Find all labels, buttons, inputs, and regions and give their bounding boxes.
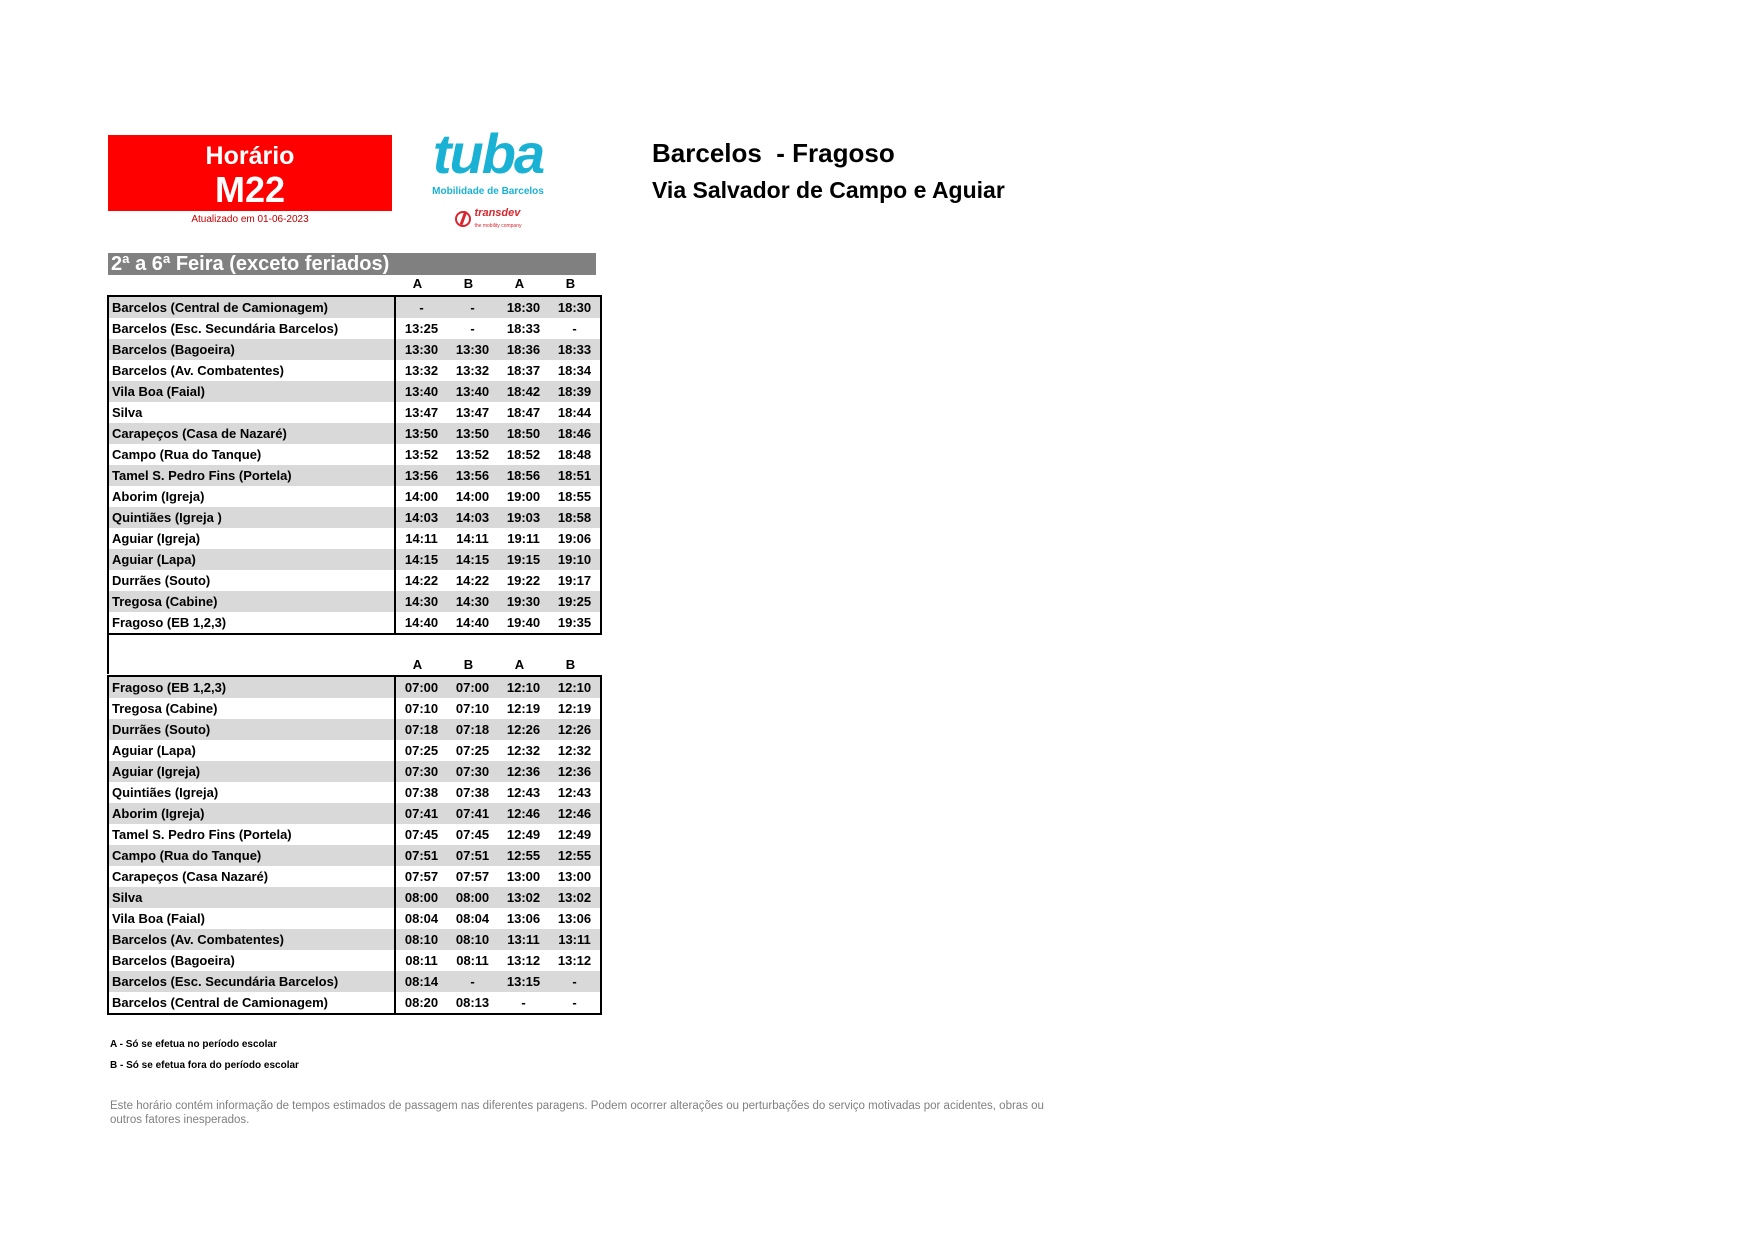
time-cell: 08:00: [395, 887, 447, 908]
table-row: [108, 528, 601, 549]
column-header: A: [514, 276, 525, 291]
time-cell: 07:45: [404, 827, 439, 842]
time-cell: 19:11: [507, 531, 540, 546]
stop-name: Campo (Rua do Tanque): [108, 444, 395, 465]
stop-name: Tregosa (Cabine): [108, 698, 395, 719]
time-cell: 12:26: [498, 719, 549, 740]
time-cell: 12:10: [498, 676, 549, 698]
time-cell: 18:33: [549, 339, 601, 360]
time-cell: 18:42: [498, 381, 549, 402]
stop-name: Barcelos (Esc. Secundária Barcelos): [108, 971, 395, 992]
time-cell: 08:04: [404, 911, 439, 926]
tuba-subtitle: Mobilidade de Barcelos: [432, 186, 544, 197]
stop-name: Barcelos (Av. Combatentes): [108, 929, 395, 950]
table-row: [108, 296, 601, 318]
time-cell: 12:49: [506, 827, 541, 842]
time-cell: 07:57: [455, 869, 490, 884]
time-cell: 13:32: [455, 363, 490, 378]
time-cell: 07:10: [404, 701, 439, 716]
stop-name: Carapeços (Casa de Nazaré): [108, 423, 395, 444]
time-cell: 13:30: [447, 339, 498, 360]
time-cell: 12:19: [506, 701, 541, 716]
time-cell: 12:36: [549, 761, 601, 782]
time-cell: 18:52: [506, 447, 541, 462]
time-cell: 13:56: [395, 465, 447, 486]
time-cell: 18:46: [549, 423, 601, 444]
time-cell: 14:00: [455, 489, 490, 504]
table-row: [108, 782, 601, 803]
table-row: [108, 339, 601, 360]
time-cell: 18:30: [549, 296, 601, 318]
time-cell: 14:11: [456, 531, 489, 546]
table-row: [108, 929, 601, 950]
time-cell: -: [549, 971, 601, 992]
stop-name: Tamel S. Pedro Fins (Portela): [108, 465, 395, 486]
time-cell: 19:06: [557, 531, 592, 546]
time-cell: -: [470, 321, 475, 336]
outbound-column-headers: [392, 276, 596, 291]
table-row: [108, 971, 601, 992]
time-cell: 12:49: [557, 827, 592, 842]
stop-name: Aguiar (Igreja): [108, 528, 395, 549]
time-cell: 07:18: [447, 719, 498, 740]
stop-name: Vila Boa (Faial): [108, 908, 395, 929]
time-cell: 08:10: [447, 929, 498, 950]
time-cell: 13:00: [557, 869, 592, 884]
time-cell: 07:51: [447, 845, 498, 866]
time-cell: 08:14: [395, 971, 447, 992]
table-row: [108, 824, 601, 845]
stop-name: Aguiar (Igreja): [108, 761, 395, 782]
time-cell: 12:55: [549, 845, 601, 866]
time-cell: 07:51: [395, 845, 447, 866]
table-row: [108, 761, 601, 782]
time-cell: 19:40: [506, 615, 541, 630]
stop-name: Aborim (Igreja): [108, 803, 395, 824]
time-cell: 19:25: [549, 591, 601, 612]
time-cell: 19:30: [498, 591, 549, 612]
route-header-box: [108, 135, 392, 211]
time-cell: 13:50: [395, 423, 447, 444]
stop-name: Aborim (Igreja): [108, 486, 395, 507]
stop-name: Barcelos (Esc. Secundária Barcelos): [108, 318, 395, 339]
stop-name: Quintiães (Igreja ): [108, 507, 395, 528]
time-cell: 12:19: [557, 701, 592, 716]
time-cell: 07:30: [447, 761, 498, 782]
time-cell: 19:03: [498, 507, 549, 528]
time-cell: 07:00: [395, 676, 447, 698]
column-header: A: [514, 657, 525, 672]
stop-name: Fragoso (EB 1,2,3): [108, 612, 395, 634]
time-cell: 07:41: [395, 803, 447, 824]
time-cell: 07:00: [447, 676, 498, 698]
time-cell: 18:39: [549, 381, 601, 402]
time-cell: 08:04: [455, 911, 490, 926]
time-cell: 13:11: [498, 929, 549, 950]
time-cell: 18:34: [557, 363, 592, 378]
stop-name: Aguiar (Lapa): [108, 740, 395, 761]
stop-name: Barcelos (Central de Camionagem): [108, 296, 395, 318]
time-cell: 18:56: [498, 465, 549, 486]
note-a: A - Só se efetua no período escolar: [110, 1039, 277, 1050]
time-cell: 18:37: [506, 363, 541, 378]
time-cell: 19:22: [506, 573, 541, 588]
time-cell: 19:17: [557, 573, 592, 588]
stop-name: Aguiar (Lapa): [108, 549, 395, 570]
disclaimer: Este horário contém informação de tempos estimados de passagem nas diferentes paragens. Podem ocorrer alterações ou perturbações do serviço motivadas por acidentes, obras ou outros fatores inesperados.: [110, 1100, 1044, 1126]
table-row: [108, 992, 601, 1014]
time-cell: 12:55: [498, 845, 549, 866]
time-cell: 07:10: [455, 701, 490, 716]
table-row: [108, 381, 601, 402]
time-cell: 07:25: [404, 743, 439, 758]
time-cell: 08:10: [395, 929, 447, 950]
time-cell: 18:51: [549, 465, 601, 486]
time-cell: -: [572, 995, 577, 1010]
table-row: [108, 402, 601, 423]
time-cell: 07:38: [404, 785, 439, 800]
stop-name: Quintiães (Igreja): [108, 782, 395, 803]
time-cell: 07:57: [404, 869, 439, 884]
route-title: Barcelos - Fragoso: [652, 138, 895, 168]
time-cell: -: [521, 995, 526, 1010]
time-cell: 18:44: [557, 405, 592, 420]
time-cell: 12:36: [498, 761, 549, 782]
updated-date: Atualizado em 01-06-2023: [191, 214, 309, 225]
table-row: [108, 845, 601, 866]
days-label: 2ª a 6ª Feira (exceto feriados): [108, 253, 596, 275]
time-cell: 12:43: [506, 785, 541, 800]
route-via: Via Salvador de Campo e Aguiar: [652, 177, 1005, 203]
time-cell: 13:06: [506, 911, 541, 926]
time-cell: 19:10: [549, 549, 601, 570]
time-cell: 07:30: [395, 761, 447, 782]
time-cell: 13:32: [404, 363, 439, 378]
time-cell: 14:30: [395, 591, 447, 612]
time-cell: 13:47: [455, 405, 490, 420]
return-timetable: [107, 675, 602, 1015]
time-cell: 12:32: [506, 743, 541, 758]
time-cell: 13:52: [404, 447, 439, 462]
time-cell: 14:00: [404, 489, 439, 504]
table-row: [108, 887, 601, 908]
time-cell: 14:15: [395, 549, 447, 570]
time-cell: 14:22: [404, 573, 439, 588]
time-cell: 13:52: [455, 447, 490, 462]
table-row: [108, 676, 601, 698]
return-column-headers: [392, 657, 596, 672]
time-cell: 07:41: [447, 803, 498, 824]
table-row: [108, 570, 601, 591]
time-cell: 14:11: [405, 531, 438, 546]
time-cell: 08:00: [447, 887, 498, 908]
table-row: [108, 908, 601, 929]
time-cell: 13:02: [549, 887, 601, 908]
time-cell: 13:30: [395, 339, 447, 360]
time-cell: 07:25: [455, 743, 490, 758]
time-cell: 18:30: [498, 296, 549, 318]
transdev-name: transdev: [474, 207, 521, 219]
time-cell: 12:26: [549, 719, 601, 740]
stop-name: Barcelos (Bagoeira): [108, 950, 395, 971]
route-code: M22: [214, 169, 286, 210]
time-cell: 13:00: [506, 869, 541, 884]
time-cell: 14:22: [455, 573, 490, 588]
column-header: A: [412, 276, 423, 291]
time-cell: 12:46: [549, 803, 601, 824]
stop-name: Carapeços (Casa Nazaré): [108, 866, 395, 887]
time-cell: -: [572, 321, 577, 336]
time-cell: 13:47: [404, 405, 439, 420]
time-cell: 19:00: [506, 489, 541, 504]
time-cell: 13:11: [549, 929, 601, 950]
time-cell: 13:15: [498, 971, 549, 992]
table-row: [108, 549, 601, 570]
time-cell: 13:12: [506, 953, 541, 968]
time-cell: 14:03: [447, 507, 498, 528]
table-row: [108, 507, 601, 528]
table-row: [108, 719, 601, 740]
time-cell: 18:33: [506, 321, 541, 336]
time-cell: 12:32: [557, 743, 592, 758]
stop-name: Tregosa (Cabine): [108, 591, 395, 612]
table-row: [108, 318, 601, 339]
stop-name: Durrães (Souto): [108, 570, 395, 591]
stop-name: Silva: [108, 887, 395, 908]
time-cell: 14:15: [447, 549, 498, 570]
table-row: [108, 612, 601, 634]
time-cell: 13:25: [404, 321, 439, 336]
table-row: [108, 803, 601, 824]
time-cell: 13:40: [447, 381, 498, 402]
table-row: [108, 465, 601, 486]
time-cell: -: [447, 296, 498, 318]
tuba-brand: tuba: [432, 122, 544, 185]
time-cell: 12:46: [498, 803, 549, 824]
time-cell: 13:02: [498, 887, 549, 908]
time-cell: 13:40: [395, 381, 447, 402]
time-cell: 18:36: [498, 339, 549, 360]
stop-name: Fragoso (EB 1,2,3): [108, 676, 395, 698]
tuba-logo: [402, 122, 574, 236]
column-header: B: [565, 276, 576, 291]
column-header: A: [412, 657, 423, 672]
stop-name: Tamel S. Pedro Fins (Portela): [108, 824, 395, 845]
time-cell: 08:13: [455, 995, 490, 1010]
time-cell: 18:50: [498, 423, 549, 444]
time-cell: 19:35: [557, 615, 592, 630]
stop-name: Barcelos (Av. Combatentes): [108, 360, 395, 381]
time-cell: 18:47: [506, 405, 541, 420]
time-cell: -: [395, 296, 447, 318]
transdev-logo: [455, 207, 522, 231]
time-cell: 14:40: [404, 615, 439, 630]
note-b: B - Só se efetua fora do período escolar: [110, 1060, 299, 1071]
time-cell: 07:38: [455, 785, 490, 800]
stop-name: Silva: [108, 402, 395, 423]
time-cell: 18:48: [557, 447, 592, 462]
outbound-timetable: [107, 295, 602, 635]
column-header: B: [565, 657, 576, 672]
stop-name: Campo (Rua do Tanque): [108, 845, 395, 866]
column-header: B: [463, 276, 474, 291]
table-row: [108, 740, 601, 761]
table-row: [108, 444, 601, 465]
time-cell: 13:50: [447, 423, 498, 444]
time-cell: 14:03: [395, 507, 447, 528]
time-cell: -: [447, 971, 498, 992]
time-cell: 07:45: [455, 827, 490, 842]
time-cell: 13:06: [557, 911, 592, 926]
table-row: [108, 698, 601, 719]
time-cell: 13:56: [447, 465, 498, 486]
time-cell: 19:15: [498, 549, 549, 570]
stop-name: Vila Boa (Faial): [108, 381, 395, 402]
table-row: [108, 486, 601, 507]
time-cell: 08:11: [405, 953, 438, 968]
stop-name: Barcelos (Bagoeira): [108, 339, 395, 360]
time-cell: 12:10: [549, 676, 601, 698]
time-cell: 18:58: [549, 507, 601, 528]
stop-name: Durrães (Souto): [108, 719, 395, 740]
table-row: [108, 360, 601, 381]
table-row: [108, 866, 601, 887]
horario-label: Horário: [205, 142, 295, 170]
time-cell: 07:18: [395, 719, 447, 740]
time-cell: 13:12: [557, 953, 592, 968]
time-cell: 08:11: [456, 953, 489, 968]
time-cell: 12:43: [557, 785, 592, 800]
table-row: [108, 423, 601, 444]
time-cell: 14:40: [455, 615, 490, 630]
time-cell: 18:55: [557, 489, 592, 504]
transdev-tagline: the mobility company: [474, 223, 522, 229]
table-row: [108, 950, 601, 971]
table-row: [108, 591, 601, 612]
time-cell: 08:20: [404, 995, 439, 1010]
column-header: B: [463, 657, 474, 672]
stop-name: Barcelos (Central de Camionagem): [108, 992, 395, 1014]
time-cell: 14:30: [447, 591, 498, 612]
transdev-icon: [455, 211, 471, 227]
